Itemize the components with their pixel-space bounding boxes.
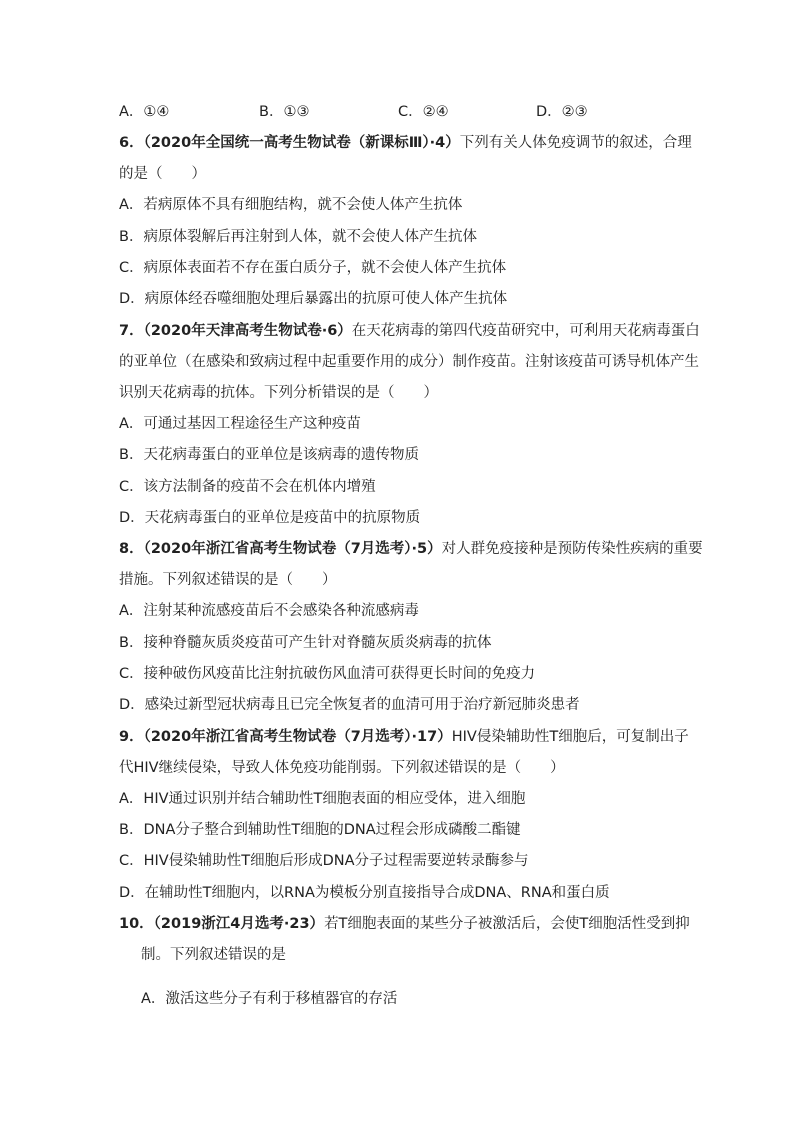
question-7-stem-line2: 的亚单位（在感染和致病过程中起重要作用的成分）制作疫苗。注射该疫苗可诱导机体产生 [119,354,699,370]
question-6-stem-text: 下列有关人体免疫调节的叙述，合理 [459,135,692,151]
question-9-source: 9．（2020年浙江省高考生物试卷（7月选考）·17） [119,729,452,745]
question-9-option-d[interactable]: D．在辅助性T细胞内，以RNA为模板分别直接指导合成DNA、RNA和蛋白质 [119,885,610,901]
question-10-option-a[interactable]: A．激活这些分子有利于移植器官的存活 [141,991,398,1007]
question-7-stem-line1 [119,320,700,342]
question-10-stem-line1 [119,913,690,935]
question-10-stem-line2: 制。下列叙述错误的是 [141,947,286,963]
q5-option-b[interactable]: B．①③ [259,104,310,120]
question-9-option-c[interactable]: C．HIV侵染辅助性T细胞后形成DNA分子过程需要逆转录酶参与 [119,853,529,869]
question-8-source: 8．（2020年浙江省高考生物试卷（7月选考）·5） [119,541,442,557]
question-7-option-d[interactable]: D．天花病毒蛋白的亚单位是疫苗中的抗原物质 [119,510,421,526]
question-6-source: 6．（2020年全国统一高考生物试卷（新课标Ⅲ）·4） [119,135,460,151]
question-7-option-b[interactable]: B．天花病毒蛋白的亚单位是该病毒的遗传物质 [119,447,419,463]
question-7-source: 7．（2020年天津高考生物试卷·6） [119,323,352,339]
question-10-source: 10．（2019浙江4月选考·23） [119,916,325,932]
question-6-stem-line1 [119,132,692,154]
question-9-option-a[interactable]: A．HIV通过识别并结合辅助性T细胞表面的相应受体，进入细胞 [119,791,526,807]
question-6-option-c[interactable]: C．病原体表面若不存在蛋白质分子，就不会使人体产生抗体 [119,260,507,276]
question-8-option-c[interactable]: C．接种破伤风疫苗比注射抗破伤风血清可获得更长时间的免疫力 [119,666,536,682]
q5-option-a[interactable]: A．①④ [119,104,170,120]
question-8-stem-line1 [119,538,703,560]
question-10-stem-text: 若T细胞表面的某些分子被激活后，会使T细胞活性受到抑 [324,916,690,932]
question-9-option-b[interactable]: B．DNA分子整合到辅助性T细胞的DNA过程会形成磷酸二酯键 [119,822,521,838]
question-9-stem-line1 [119,726,689,748]
question-6-option-d[interactable]: D．病原体经吞噬细胞处理后暴露出的抗原可使人体产生抗体 [119,291,508,307]
question-5-options [119,100,719,122]
question-7-stem-line3: 识别天花病毒的抗体。下列分析错误的是（ ） [119,385,438,401]
question-9-stem-line2: 代HIV继续侵染，导致人体免疫功能削弱。下列叙述错误的是（ ） [119,760,565,776]
question-8-option-d[interactable]: D．感染过新型冠状病毒且已完全恢复者的血清可用于治疗新冠肺炎患者 [119,697,580,713]
question-8-option-a[interactable]: A．注射某种流感疫苗后不会感染各种流感病毒 [119,603,419,619]
question-7-option-a[interactable]: A．可通过基因工程途径生产这种疫苗 [119,416,361,432]
question-9-stem-text: HIV侵染辅助性T细胞后，可复制出子 [451,729,689,745]
q5-option-d[interactable]: D．②③ [536,104,588,120]
q5-option-c[interactable]: C．②④ [398,104,449,120]
question-6-option-b[interactable]: B．病原体裂解后再注射到人体，就不会使人体产生抗体 [119,229,477,245]
question-7-stem-text: 在天花病毒的第四代疫苗研究中，可利用天花病毒蛋白 [351,323,700,339]
question-8-stem-line2: 措施。下列叙述错误的是（ ） [119,572,337,588]
question-7-option-c[interactable]: C．该方法制备的疫苗不会在机体内增殖 [119,479,376,495]
question-6-stem-line2: 的是（ ） [119,166,206,182]
question-6-option-a[interactable]: A．若病原体不具有细胞结构，就不会使人体产生抗体 [119,197,463,213]
question-8-option-b[interactable]: B．接种脊髓灰质炎疫苗可产生针对脊髓灰质炎病毒的抗体 [119,635,492,651]
question-8-stem-text: 对人群免疫接种是预防传染性疾病的重要 [441,541,703,557]
